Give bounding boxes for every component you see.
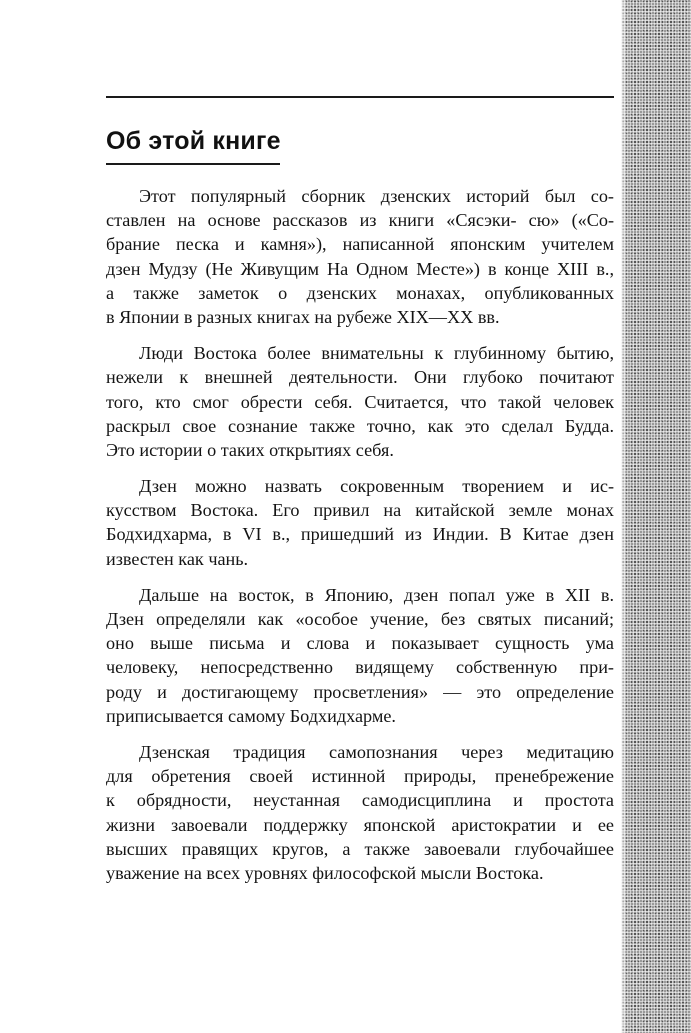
- paragraph: [106, 583, 614, 728]
- text-line: приписывается самому Бодхидхарме.: [106, 705, 396, 726]
- paragraph: [106, 474, 614, 571]
- text-line: к обрядности, неустанная самодисциплина и простота: [106, 790, 614, 811]
- paragraph: [106, 341, 614, 462]
- text-line: Этот популярный сборник дзенских историй был со-: [139, 186, 614, 206]
- heading-underline: [106, 163, 280, 165]
- text-line: Это истории о таких открытиях себя.: [106, 439, 394, 460]
- paragraph: [106, 184, 614, 329]
- text-line: дзен Мудзу (Не Живущим На Одном Месте») в конце XIII в.,: [106, 258, 614, 279]
- text-line: Дзен определяли как «особое учение, без святых писаний;: [106, 609, 614, 629]
- text-line: Люди Востока более внимательны к глубинному бытию,: [139, 343, 614, 364]
- page-edge-fade: [621, 0, 627, 1033]
- top-rule: [106, 96, 614, 98]
- text-line: Бодхидхарма, в VI в., пришедший из Индии. В Китае дзен: [106, 524, 614, 545]
- text-line: уважение на всех уровнях философской мысли Востока.: [106, 862, 544, 883]
- text-line: оно выше письма и слова и показывает сущность ума: [106, 633, 614, 654]
- page-edge-halftone: [621, 0, 691, 1033]
- text-line: роду и достигающему просветления» — это определение: [106, 681, 614, 702]
- text-line: Дальше на восток, в Японию, дзен попал уже в XII в.: [139, 584, 614, 605]
- text-line: для обретения своей истинной природы, пренебрежение: [106, 766, 614, 787]
- text-line: а также заметок о дзенских монахах, опубликованных: [106, 282, 614, 303]
- text-line: Дзен можно назвать сокровенным творением и ис-: [139, 476, 614, 497]
- text-line: раскрыл свое сознание также точно, как это сделал Будда.: [106, 415, 614, 436]
- body-text: [106, 184, 614, 897]
- text-line: известен как чань.: [106, 548, 249, 569]
- text-line: в Японии в разных книгах на рубеже XIX—XX вв.: [106, 306, 500, 327]
- text-line: человеку, непосредственно видящему собственную при-: [106, 657, 614, 678]
- text-line: ставлен на основе рассказов из книги «Сясэки- сю» («Со-: [106, 210, 614, 231]
- text-line: нежели к внешней деятельности. Они глубоко почитают: [106, 367, 614, 388]
- paragraph: [106, 740, 614, 885]
- text-line: кусством Востока. Его привил на китайской земле монах: [106, 500, 614, 521]
- text-line: жизни завоевали поддержку японской аристократии и ее: [106, 814, 614, 835]
- chapter-heading: Об этой книге: [106, 127, 281, 155]
- text-line: того, кто смог обрести себя. Считается, что такой человек: [106, 391, 614, 412]
- text-line: высших правящих кругов, а также завоевали глубочайшее: [106, 838, 614, 859]
- text-line: Дзенская традиция самопознания через медитацию: [139, 741, 614, 762]
- text-line: брание песка и камня»), написанной японским учителем: [106, 234, 614, 255]
